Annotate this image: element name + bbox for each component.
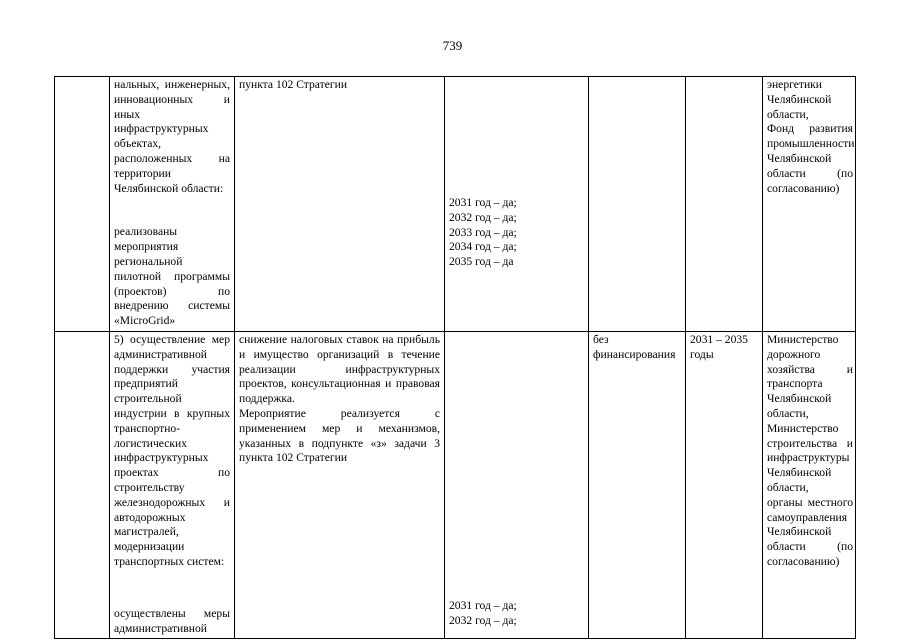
years-cell (445, 331, 589, 638)
result-text: реализованы мероприятия региональной пилотной программы (проектов) по внедрению системы «MicroGrid» (114, 225, 230, 328)
table-row (55, 331, 856, 638)
executors-cell (763, 331, 856, 638)
executors-text: энергетики Челябинской области, Фонд развития промышленности Челябинской области (по согласованию) (767, 78, 855, 195)
mechanism-cell (235, 331, 445, 638)
funding-cell (589, 77, 686, 332)
years-cell (445, 77, 589, 332)
mechanism-text: снижение налоговых ставок на прибыль и имущество организаций в течение реализации инфраструктурных проектов, консультационная и правовая поддержка. (239, 332, 440, 406)
period-cell (686, 77, 763, 332)
indicator-cell (110, 331, 235, 638)
row-number-cell (55, 331, 110, 638)
indicator-cell (110, 77, 235, 332)
measure-text: 5) осуществление мер административной поддержки участия предприятий строительной индустрии в крупных транспортно-логистических инфраструктурных проектах по строительству железнодорожных и автодорожных магистралей, модернизации транспортных систем: (114, 332, 230, 568)
mechanism-cell: пункта 102 Стратегии (235, 77, 445, 332)
years-list: 2031 год – да; 2032 год – да; 2033 год – да; 2034 год – да; 2035 год – да (449, 196, 517, 269)
measure-text: нальных, инженерных, инновационных и иных инфраструктурных объектах, расположенных на территории Челябинской области: (114, 78, 230, 195)
page-number: 739 (442, 38, 463, 53)
years-list: 2031 год – да; 2032 год – да; (449, 598, 517, 627)
executors-cell (763, 77, 856, 332)
measures-table (54, 76, 856, 639)
mechanism-note: Мероприятие реализуется с применением мер и механизмов, указанных в подпункте «з» задачи 3 пункта 102 Стратегии (239, 406, 440, 465)
period-cell: 2031 – 2035 годы (686, 331, 763, 638)
row-number-cell (55, 77, 110, 332)
result-text: осуществлены меры административной (114, 606, 230, 635)
table-row (55, 77, 856, 332)
executors-text: Министерство дорожного хозяйства и транспорта Челябинской области, Министерство строительства и инфраструктуры Челябинской области, органы местного самоуправления Челябинской области (по согласованию) (767, 332, 853, 568)
funding-cell: без финансирования (589, 331, 686, 638)
